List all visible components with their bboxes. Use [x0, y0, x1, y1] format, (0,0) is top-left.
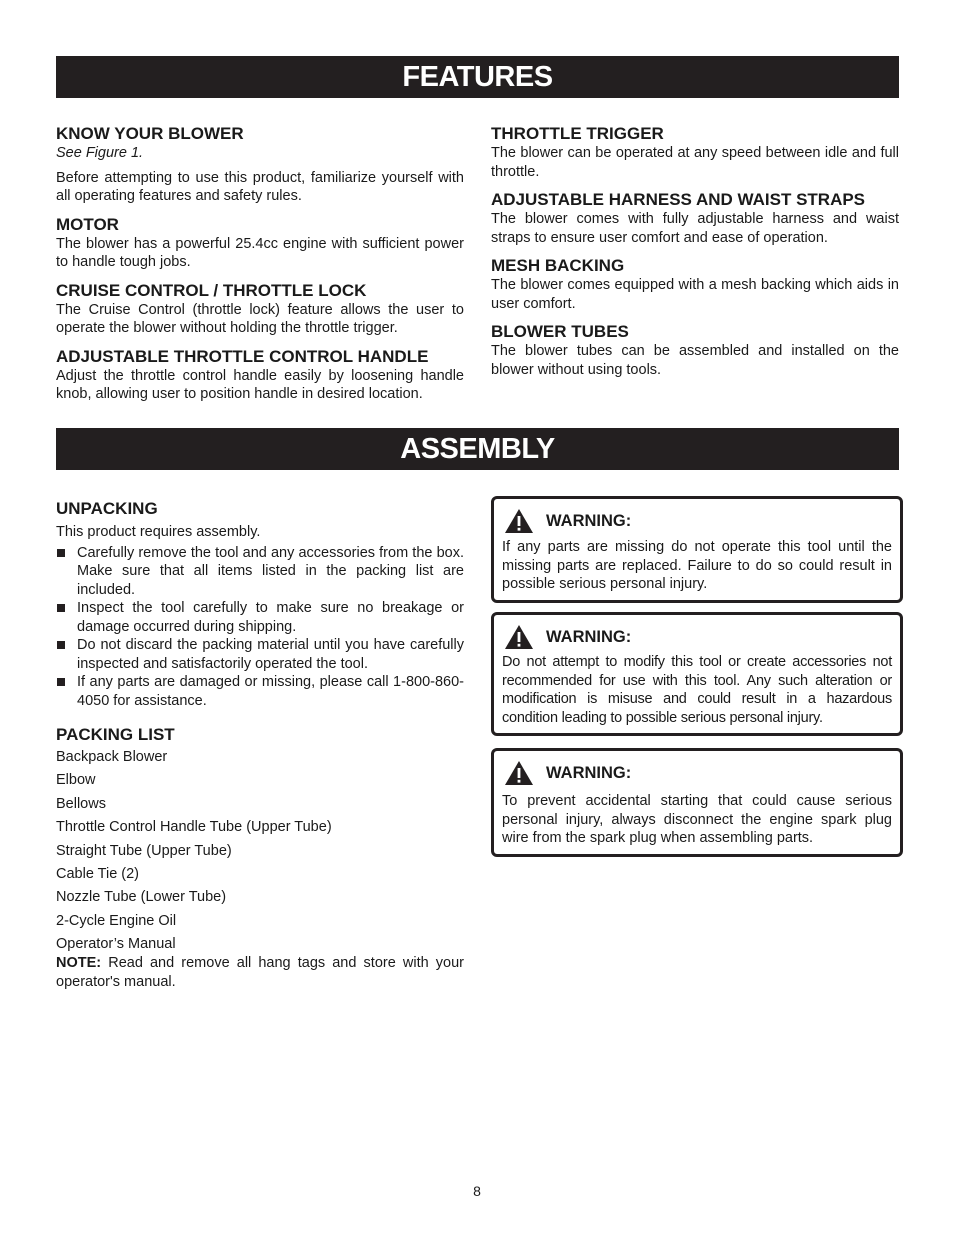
- know-blower-text: Before attempting to use this product, familiarize yourself with all operating features and safety rules.: [56, 169, 464, 204]
- list-item: Bellows: [56, 795, 106, 812]
- warning-triangle-icon: [504, 508, 534, 534]
- assembly-title: ASSEMBLY: [400, 433, 555, 465]
- list-item: If any parts are damaged or missing, please call 1-800-860-4050 for assistance.: [56, 673, 464, 710]
- list-item: Elbow: [56, 772, 96, 789]
- list-item: Do not discard the packing material until you have carefully inspected and satisfactorily operated the tool.: [56, 636, 464, 673]
- warning-label: WARNING:: [546, 763, 632, 782]
- handle-text: Adjust the throttle control handle easily by loosening handle knob, allowing user to position handle in desired location.: [56, 367, 464, 402]
- harness-text: The blower comes with fully adjustable harness and waist straps to ensure user comfort and ease of operation.: [491, 211, 899, 246]
- warning-box-spark-plug: [491, 748, 903, 857]
- bullet-square-icon: [57, 641, 65, 649]
- list-item: Backpack Blower: [56, 749, 168, 765]
- mesh-text: The blower comes equipped with a mesh backing which aids in user comfort.: [491, 277, 899, 312]
- know-blower-heading: KNOW YOUR BLOWER: [56, 124, 244, 143]
- unpacking-heading: UNPACKING: [56, 499, 158, 518]
- bullet-square-icon: [57, 678, 65, 686]
- assembly-left-column: [56, 498, 464, 991]
- list-item: Operator’s Manual: [56, 936, 176, 953]
- features-left-column: [56, 123, 464, 404]
- handle-heading: ADJUSTABLE THROTTLE CONTROL HANDLE: [56, 346, 429, 366]
- warning-text: To prevent accidental starting that could cause serious personal injury, always disconnect the engine spark plug wire from the spark plug when assembling parts.: [502, 793, 892, 847]
- trigger-text: The blower can be operated at any speed between idle and full throttle.: [491, 145, 899, 180]
- list-item: Carefully remove the tool and any accessories from the box. Make sure that all items listed in the packing list are included.: [56, 544, 464, 600]
- warning-header: [502, 507, 892, 535]
- unpacking-intro: This product requires assembly.: [56, 524, 261, 540]
- warning-text: Do not attempt to modify this tool or create accessories not recommended for use with this tool. Any such alteration or modification is misuse and could result in a hazardous condition leading to possible serious personal injury.: [502, 654, 892, 726]
- features-banner: [56, 56, 899, 98]
- motor-heading: MOTOR: [56, 214, 119, 234]
- assembly-banner: [56, 428, 899, 470]
- list-item: Straight Tube (Upper Tube): [56, 842, 232, 859]
- features-title: FEATURES: [402, 61, 553, 93]
- harness-heading: ADJUSTABLE HARNESS AND WAIST STRAPS: [491, 190, 866, 209]
- cruise-text: The Cruise Control (throttle lock) feature allows the user to operate the blower without holding the throttle trigger.: [56, 301, 464, 336]
- warning-triangle-icon: [504, 624, 534, 650]
- warning-box-missing-parts: [491, 496, 903, 603]
- tubes-heading: BLOWER TUBES: [491, 322, 629, 341]
- page-number: 8: [473, 1183, 481, 1199]
- motor-text: The blower has a powerful 25.4cc engine with sufficient power to handle tough jobs.: [56, 235, 464, 270]
- list-item: Nozzle Tube (Lower Tube): [56, 889, 227, 906]
- unpacking-bullet-list: [56, 544, 464, 711]
- packing-list: [56, 748, 464, 953]
- list-item: Throttle Control Handle Tube (Upper Tube): [56, 819, 332, 836]
- warning-label: WARNING:: [546, 627, 632, 646]
- mesh-heading: MESH BACKING: [491, 256, 625, 275]
- cruise-heading: CRUISE CONTROL / THROTTLE LOCK: [56, 280, 367, 300]
- list-item: Inspect the tool carefully to make sure no breakage or damage occurred during shipping.: [56, 599, 464, 636]
- list-item: 2-Cycle Engine Oil: [56, 912, 177, 929]
- note-label: NOTE:: [56, 955, 102, 972]
- warning-text: If any parts are missing do not operate this tool until the missing parts are replaced. Failure to do so could result in possible serious personal injury.: [502, 539, 892, 593]
- warning-header: [502, 623, 892, 651]
- warning-box-modify-tool: [491, 612, 903, 736]
- warning-triangle-icon: [504, 760, 534, 786]
- list-item: Cable Tie (2): [56, 865, 140, 882]
- packing-list-heading: PACKING LIST: [56, 725, 175, 744]
- features-right-column: [491, 123, 899, 379]
- bullet-square-icon: [57, 604, 65, 612]
- note-text: Read and remove all hang tags and store with your operator's manual.: [56, 955, 464, 990]
- warning-label: WARNING:: [546, 511, 632, 530]
- packing-note: [56, 954, 464, 991]
- warning-header: [502, 759, 892, 787]
- see-figure-text: See Figure 1.: [56, 145, 144, 161]
- bullet-square-icon: [57, 549, 65, 557]
- trigger-heading: THROTTLE TRIGGER: [491, 124, 664, 143]
- tubes-text: The blower tubes can be assembled and installed on the blower without using tools.: [491, 343, 899, 378]
